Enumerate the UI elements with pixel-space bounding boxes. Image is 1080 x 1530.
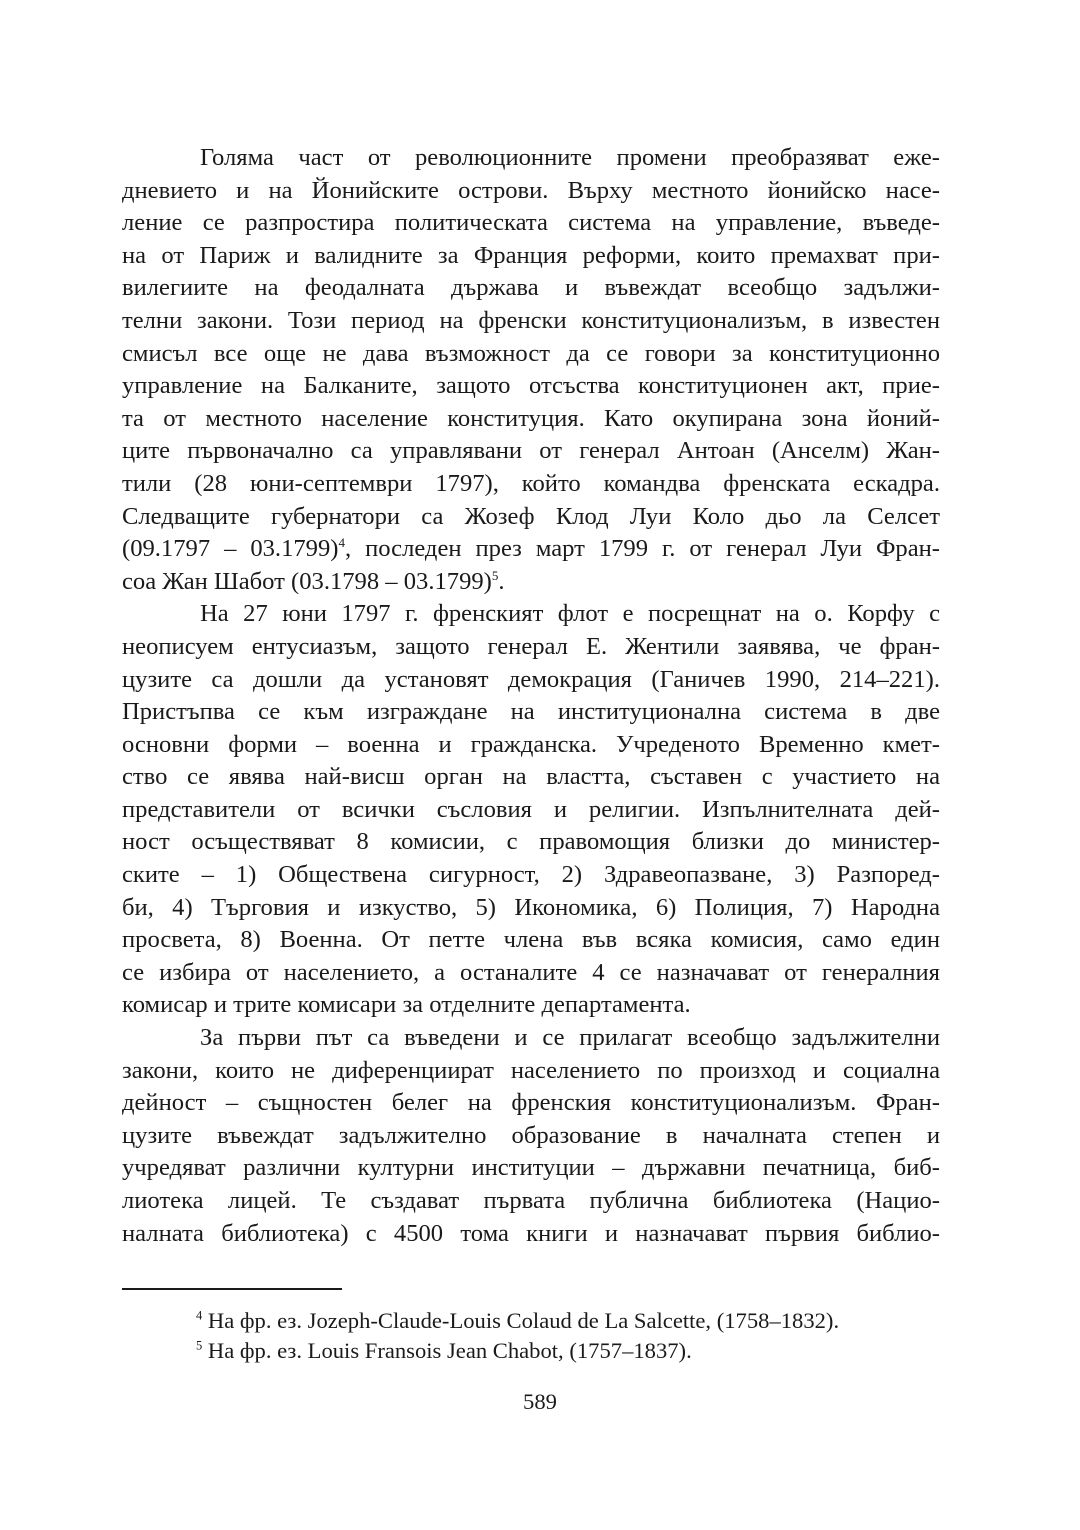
- text-line: смисъл все още не дава възможност да се говори за конституционно: [122, 339, 940, 367]
- text-line: ските – 1) Обществена сигурност, 2) Здравеопазване, 3) Разпоред-: [122, 861, 940, 889]
- text-line: На 27 юни 1797 г. френският флот е посрещнат на о. Корфу с: [200, 600, 940, 628]
- text-line: управление на Балканите, защото отсъства конституционен акт, прие-: [122, 372, 940, 400]
- text-line: За първи път са въведени и се прилагат всеобщо задължителни: [200, 1024, 940, 1052]
- text-line: тили (28 юни-септември 1797), който командва френската ескадра.: [122, 469, 940, 497]
- text-line: комисар и трите комисари за отделните департамента.: [122, 991, 691, 1019]
- text-line: би, 4) Търговия и изкуство, 5) Икономика, 6) Полиция, 7) Народна: [122, 893, 940, 921]
- text-line: ците първоначално са управлявани от генерал Антоан (Анселм) Жан-: [122, 437, 940, 465]
- footnote-4: [196, 1306, 956, 1336]
- footnote-5: [196, 1336, 956, 1366]
- text-line: на от Париж и валидните за Франция реформи, които премахват при-: [122, 241, 940, 269]
- footnote-text: На фр. ез. Louis Fransois Jean Chabot, (1757–1837).: [207, 1338, 692, 1363]
- text-line: телни закони. Този период на френски конституционализъм, в известен: [122, 306, 940, 334]
- text-line: просвета, 8) Военна. От петте члена във всяка комисия, само един: [122, 926, 940, 954]
- text-line: закони, които не диференциират населението по произход и социална: [122, 1056, 940, 1084]
- text-line: неописуем ентусиазъм, защото генерал Е. Жентили заявява, че фран-: [122, 632, 940, 660]
- date-range: (09.1797 – 03.1799): [122, 535, 339, 563]
- footnote-ref-4[interactable]: 4: [338, 534, 345, 550]
- text-line: основни форми – военна и гражданска. Учреденото Временно кмет-: [122, 730, 940, 758]
- text-line: вилегиите на феодалната държава и въвеждат всеобщо задължи-: [122, 274, 940, 302]
- footnote-ref-5[interactable]: 5: [491, 567, 499, 583]
- footnote-mark: 5: [196, 1338, 203, 1353]
- text-line: та от местното население конституция. Като окупирана зона йоний-: [122, 404, 940, 432]
- text-line-with-footnote-5: [122, 566, 940, 599]
- text-segment: соа Жан Шабот (03.1798 – 03.1799): [122, 567, 492, 595]
- text-segment: , последен през март 1799 г. от генерал Луи Фран-: [344, 535, 940, 563]
- text-line: цузите въвеждат задължително образование в началната степен и: [122, 1121, 940, 1149]
- text-line: цузите са дошли да установят демокрация (Ганичев 1990, 214–221).: [122, 665, 940, 693]
- text-line: Пристъпва се към изграждане на институционална система в две: [122, 698, 940, 726]
- text-line: ление се разпростира политическата система на управление, въведе-: [122, 209, 940, 237]
- footnotes: [196, 1306, 956, 1366]
- text-line: Следващите губернатори са Жозеф Клод Луи Коло дьо ла Селсет: [122, 502, 940, 530]
- footnote-separator: [122, 1288, 342, 1290]
- text-line: представители от всички съсловия и религии. Изпълнителната дей-: [122, 795, 940, 823]
- text-line: ност осъществяват 8 комисии, с правомощия близки до министер-: [122, 828, 940, 856]
- body-text: [122, 142, 940, 1250]
- text-line-with-footnote-4: [122, 533, 940, 566]
- footnote-mark: 4: [196, 1308, 203, 1323]
- text-line: налната библиотека) с 4500 тома книги и назначават първия библио-: [122, 1219, 940, 1247]
- text-line: дневието и на Йонийските острови. Върху местното йонийско насе-: [122, 176, 940, 204]
- text-line: Голяма част от революционните промени преобразяват еже-: [200, 144, 940, 171]
- footnote-text: На фр. ез. Jozeph-Claude-Louis Colaud de La Salcette, (1758–1832).: [207, 1308, 840, 1333]
- text-line: учредяват различни културни институции – държавни печатница, биб-: [122, 1154, 940, 1182]
- text-line: ство се явява най-висш орган на властта, съставен с участието на: [122, 763, 940, 791]
- text-line: се избира от населението, а останалите 4 се назначават от генералния: [122, 958, 940, 986]
- text-line: лиотека лицей. Те създават първата публична библиотека (Нацио-: [122, 1187, 940, 1214]
- text-line: дейност – същностен белег на френския конституционализъм. Фран-: [122, 1089, 940, 1117]
- page-number: 589: [523, 1389, 557, 1414]
- period: .: [498, 567, 505, 595]
